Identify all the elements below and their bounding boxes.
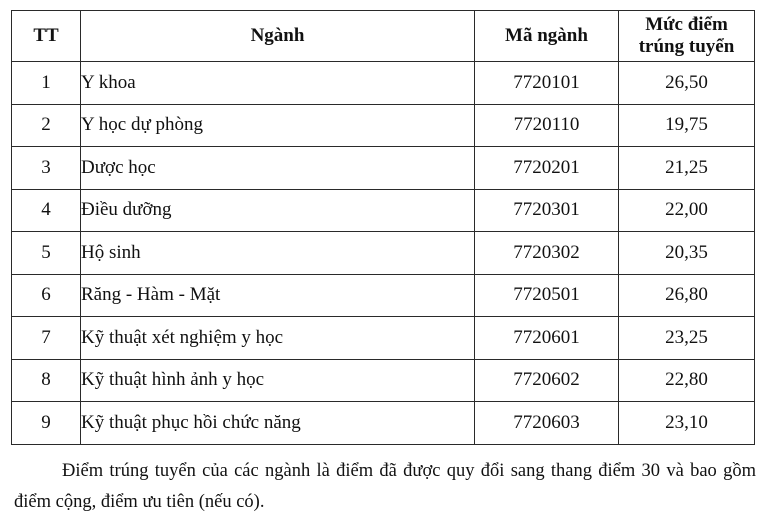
cell-name: Kỹ thuật hình ảnh y học bbox=[81, 359, 475, 402]
cell-tt: 8 bbox=[12, 359, 81, 402]
cell-score: 21,25 bbox=[619, 147, 755, 190]
table-header-row bbox=[12, 11, 755, 62]
cell-tt: 2 bbox=[12, 104, 81, 147]
header-tt: TT bbox=[12, 11, 81, 62]
cell-score: 26,50 bbox=[619, 62, 755, 105]
cell-code: 7720201 bbox=[475, 147, 619, 190]
table-row bbox=[12, 189, 755, 232]
cell-code: 7720601 bbox=[475, 317, 619, 360]
table-row bbox=[12, 232, 755, 275]
cell-name: Răng - Hàm - Mặt bbox=[81, 274, 475, 317]
cell-score: 23,25 bbox=[619, 317, 755, 360]
header-name: Ngành bbox=[81, 11, 475, 62]
table-row bbox=[12, 274, 755, 317]
cell-score: 22,80 bbox=[619, 359, 755, 402]
cell-tt: 4 bbox=[12, 189, 81, 232]
cell-name: Điều dưỡng bbox=[81, 189, 475, 232]
header-score-line2: trúng tuyển bbox=[638, 36, 735, 57]
cell-code: 7720602 bbox=[475, 359, 619, 402]
header-code: Mã ngành bbox=[475, 11, 619, 62]
header-score-line1: Mức điểm bbox=[645, 14, 728, 35]
cell-name: Kỹ thuật xét nghiệm y học bbox=[81, 317, 475, 360]
cell-tt: 5 bbox=[12, 232, 81, 275]
cell-name: Dược học bbox=[81, 147, 475, 190]
cell-score: 22,00 bbox=[619, 189, 755, 232]
table-row bbox=[12, 62, 755, 105]
cell-code: 7720603 bbox=[475, 402, 619, 445]
table-row bbox=[12, 359, 755, 402]
cell-tt: 3 bbox=[12, 147, 81, 190]
cell-score: 19,75 bbox=[619, 104, 755, 147]
cell-name: Kỹ thuật phục hồi chức năng bbox=[81, 402, 475, 445]
cell-code: 7720110 bbox=[475, 104, 619, 147]
header-score bbox=[619, 11, 755, 62]
cell-score: 26,80 bbox=[619, 274, 755, 317]
cell-tt: 6 bbox=[12, 274, 81, 317]
cell-score: 20,35 bbox=[619, 232, 755, 275]
footnote: Điểm trúng tuyển của các ngành là điểm đã được quy đổi sang thang điểm 30 và bao gồm điểm cộng, điểm ưu tiên (nếu có). bbox=[14, 461, 756, 512]
table-row bbox=[12, 317, 755, 360]
cell-code: 7720302 bbox=[475, 232, 619, 275]
cell-name: Y học dự phòng bbox=[81, 104, 475, 147]
cell-code: 7720501 bbox=[475, 274, 619, 317]
cell-tt: 9 bbox=[12, 402, 81, 445]
table-row bbox=[12, 147, 755, 190]
table-row bbox=[12, 402, 755, 445]
table-row bbox=[12, 104, 755, 147]
cell-code: 7720101 bbox=[475, 62, 619, 105]
cell-tt: 1 bbox=[12, 62, 81, 105]
cell-score: 23,10 bbox=[619, 402, 755, 445]
admission-score-table bbox=[11, 10, 755, 445]
cell-name: Y khoa bbox=[81, 62, 475, 105]
cell-tt: 7 bbox=[12, 317, 81, 360]
cell-code: 7720301 bbox=[475, 189, 619, 232]
cell-name: Hộ sinh bbox=[81, 232, 475, 275]
